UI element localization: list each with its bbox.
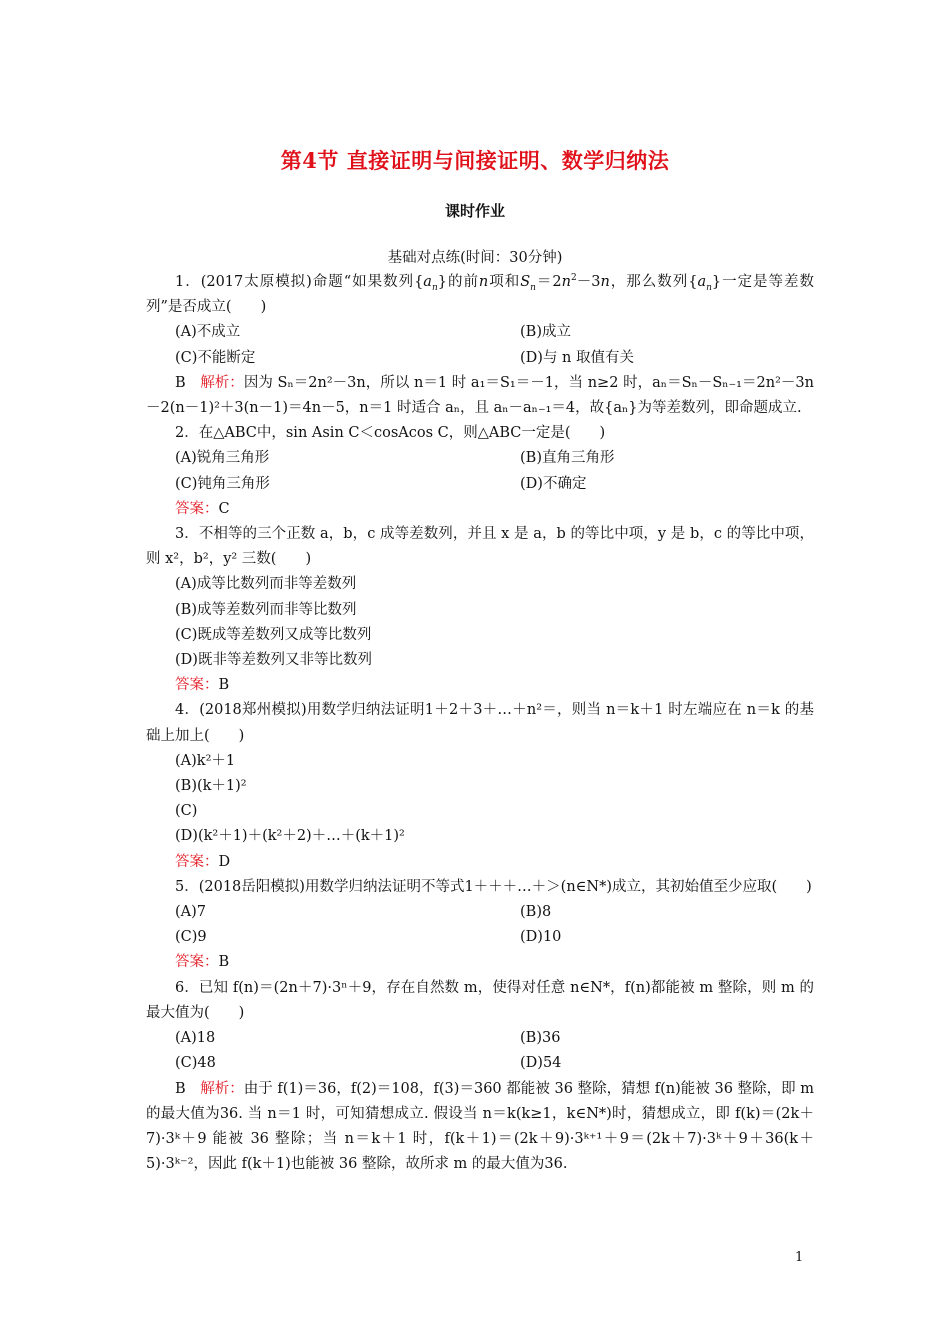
- page-number: 1: [795, 1250, 804, 1265]
- question-1-options-row-1: [146, 320, 814, 345]
- question-5-answer: 答案：B: [175, 954, 230, 971]
- option-b: (B)8: [520, 904, 552, 921]
- question-6: 6．已知 f(n)＝(2n＋7)·3ⁿ＋9，存在自然数 m，使得对任意 n∈N*，f(n)都能被 m 整除，则 m 的最大值为( ): [146, 979, 814, 1021]
- option-b: (B)成等差数列而非等比数列: [175, 601, 357, 618]
- option-b: (B)(k＋1)²: [175, 778, 247, 795]
- section-heading: 基础对点练(时间：30分钟): [387, 250, 563, 266]
- option-d: (D)既非等差数列又非等比数列: [175, 652, 372, 669]
- question-2-answer: 答案：C: [175, 500, 230, 517]
- question-2-options-row-1: [146, 446, 814, 471]
- option-d: (D)与 n 取值有关: [520, 349, 634, 366]
- question-1: 1．(2017太原模拟)命题“如果数列$\{a_n\}$的前n项和$S_n=2n^2-3n$，那么数列$\{a_n\}$一定是等差数列”是否成立( ): [146, 273, 815, 316]
- option-d: (D)10: [520, 929, 562, 946]
- option-d: (D)54: [520, 1055, 562, 1072]
- option-a: (A)不成立: [175, 324, 241, 341]
- option-a: (A)k²＋1: [175, 752, 236, 769]
- solution-label: 解析：: [200, 1080, 244, 1097]
- question-2-options-row-2: [146, 472, 814, 497]
- option-c: (C)既成等差数列又成等比数列: [175, 626, 372, 643]
- question-1-options-row-2: [146, 346, 814, 371]
- option-d: (D)(k²＋1)＋(k²＋2)＋…＋(k＋1)²: [175, 828, 405, 845]
- option-b: (B)直角三角形: [520, 450, 615, 467]
- solution-label: 解析：: [200, 374, 244, 391]
- question-4-answer: 答案：D: [175, 853, 231, 870]
- question-5: 5．(2018岳阳模拟)用数学归纳法证明不等式1＋＋＋…＋＞(n∈N*)成立，其初始值至少应取( ): [175, 878, 812, 895]
- question-1-solution: B 解析：因为 Sₙ＝2n²－3n，所以 n＝1 时 a₁＝S₁＝－1，当 n≥2 时，aₙ＝Sₙ－Sₙ₋₁＝2n²－3n－2(n－1)²＋3(n－1)＝4n－5，n＝1 时适合 aₙ，且 aₙ－aₙ₋₁＝4，故{aₙ}为等差数列，即命题成立.: [146, 374, 814, 417]
- option-c: (C)不能断定: [175, 349, 256, 366]
- option-c: (C)9: [175, 929, 207, 946]
- page-title: 第4节 直接证明与间接证明、数学归纳法: [280, 148, 670, 173]
- page-subtitle: 课时作业: [444, 202, 505, 220]
- option-a: (A)成等比数列而非等差数列: [175, 576, 357, 593]
- option-d: (D)不确定: [520, 475, 587, 492]
- question-5-options-row-2: [146, 925, 814, 950]
- question-3-answer: 答案：B: [175, 677, 230, 694]
- option-b: (B)36: [520, 1030, 561, 1047]
- option-a: (A)7: [175, 904, 207, 921]
- question-6-options-row-2: [146, 1051, 814, 1076]
- question-6-options-row-1: [146, 1026, 814, 1051]
- option-c: (C): [175, 803, 198, 820]
- option-c: (C)48: [175, 1055, 216, 1072]
- question-3: 3．不相等的三个正数 a，b，c 成等差数列，并且 x 是 a，b 的等比中项，y 是 b，c 的等比中项，则 x²，b²，y² 三数( ): [146, 526, 814, 568]
- question-5-options-row-1: [146, 900, 814, 925]
- question-4: 4．(2018郑州模拟)用数学归纳法证明1＋2＋3＋…＋n²＝，则当 n＝k＋1 时左端应在 n＝k 的基础上加上( ): [146, 702, 814, 744]
- question-6-solution: B 解析：由于 f(1)＝36，f(2)＝108，f(3)＝360 都能被 36 整除，猜想 f(n)能被 36 整除，即 m 的最大值为36. 当 n＝1 时，可知猜想成立. 假设当 n＝k(k≥1，k∈N*)时，猜想成立，即 f(k)＝(2k＋7)·3ᵏ＋9 能被 36 整除；当 n＝k＋1 时，f(k＋1)＝(2k＋9)·3ᵏ⁺¹＋9＝(2k＋7)·3ᵏ＋9＋36(k＋5)·3ᵏ⁻²，因此 f(k＋1)也能被 36 整除，故所求 m 的最大值为36.: [146, 1080, 815, 1173]
- option-c: (C)钝角三角形: [175, 475, 270, 492]
- exercise-list: [146, 270, 814, 1177]
- question-2: 2．在△ABC中，sin Asin C＜cosAcos C，则△ABC一定是( ): [175, 425, 606, 442]
- option-a: (A)18: [175, 1030, 216, 1047]
- option-b: (B)成立: [520, 324, 571, 341]
- option-a: (A)锐角三角形: [175, 450, 270, 467]
